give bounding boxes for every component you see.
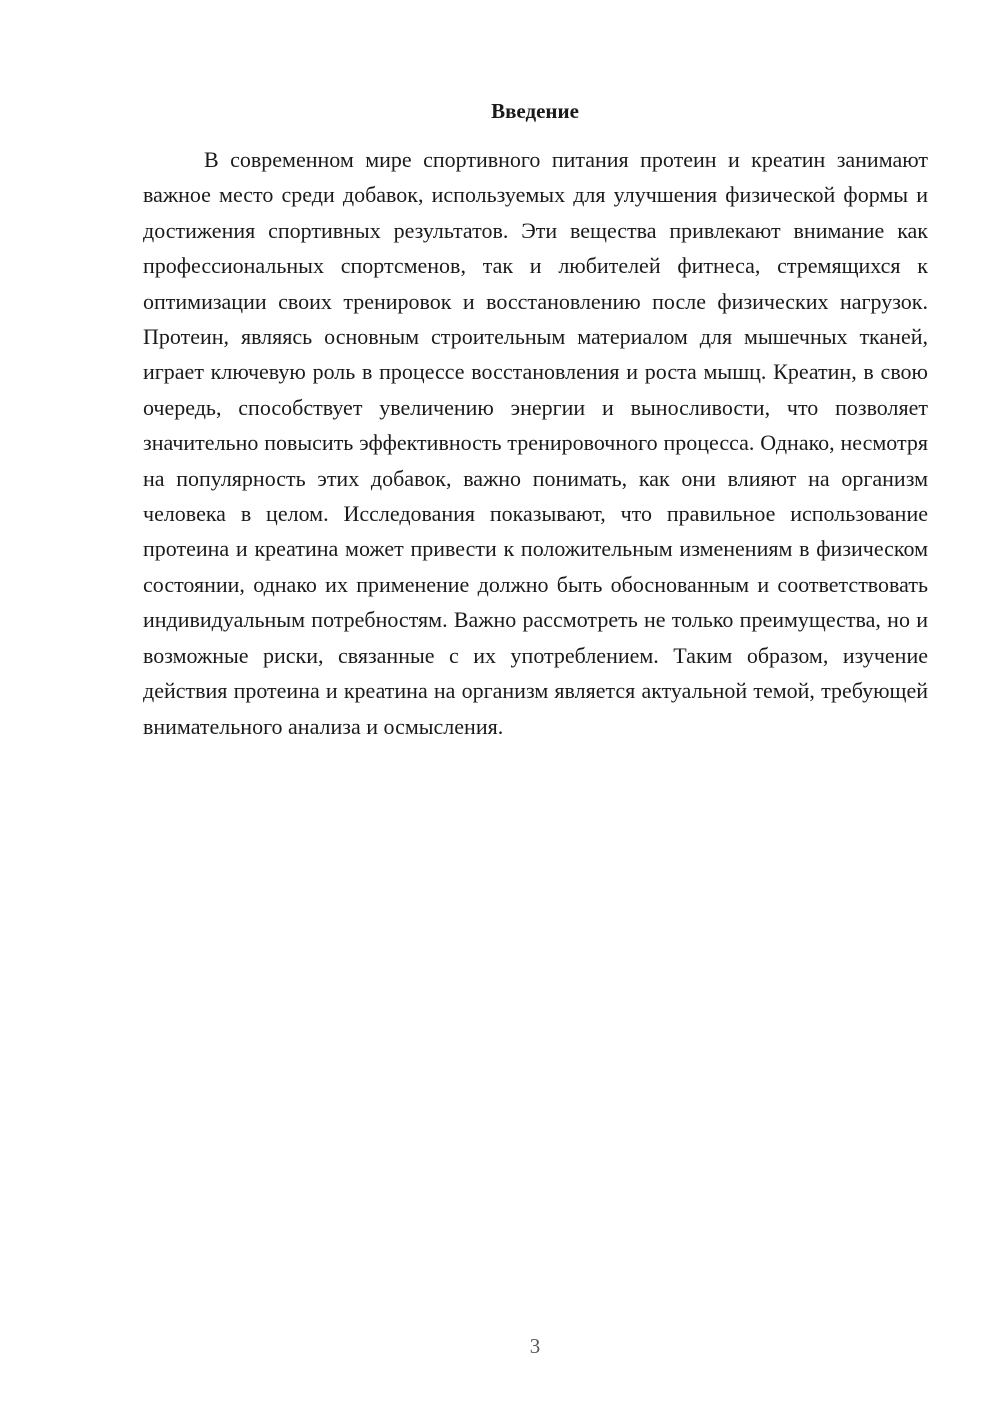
body-paragraph: В современном мире спортивного питания протеин и креатин занимают важное место среди добавок, используемых для улучшения физической формы и достижения спортивных результатов. Эти вещества привлекают внимание как профессиональных спортсменов, так и любителей фитнеса, стремящихся к оптимизации своих тренировок и восстановлению после физических нагрузок. Протеин, являясь основным строительным материалом для мышечных тканей, играет ключевую роль в процессе восстановления и роста мышц. Креатин, в свою очередь, способствует увеличению энергии и выносливости, что позволяет значительно повысить эффективность тренировочного процесса. Однако, несмотря на популярность этих добавок, важно понимать, как они влияют на организм человека в целом. Исследования показывают, что правильное использование протеина и креатина может привести к положительным изменениям в физическом состоянии, однако их применение должно быть обоснованным и соответствовать индивидуальным потребностям. Важно рассмотреть не только преимущества, но и возможные риски, связанные с их употреблением. Таким образом, изучение действия протеина и креатина на организм является актуальной темой, требующей внимательного анализа и осмысления. <box>143 147 928 739</box>
section-heading: Введение <box>491 99 579 123</box>
page-number: 3 <box>529 1334 541 1358</box>
